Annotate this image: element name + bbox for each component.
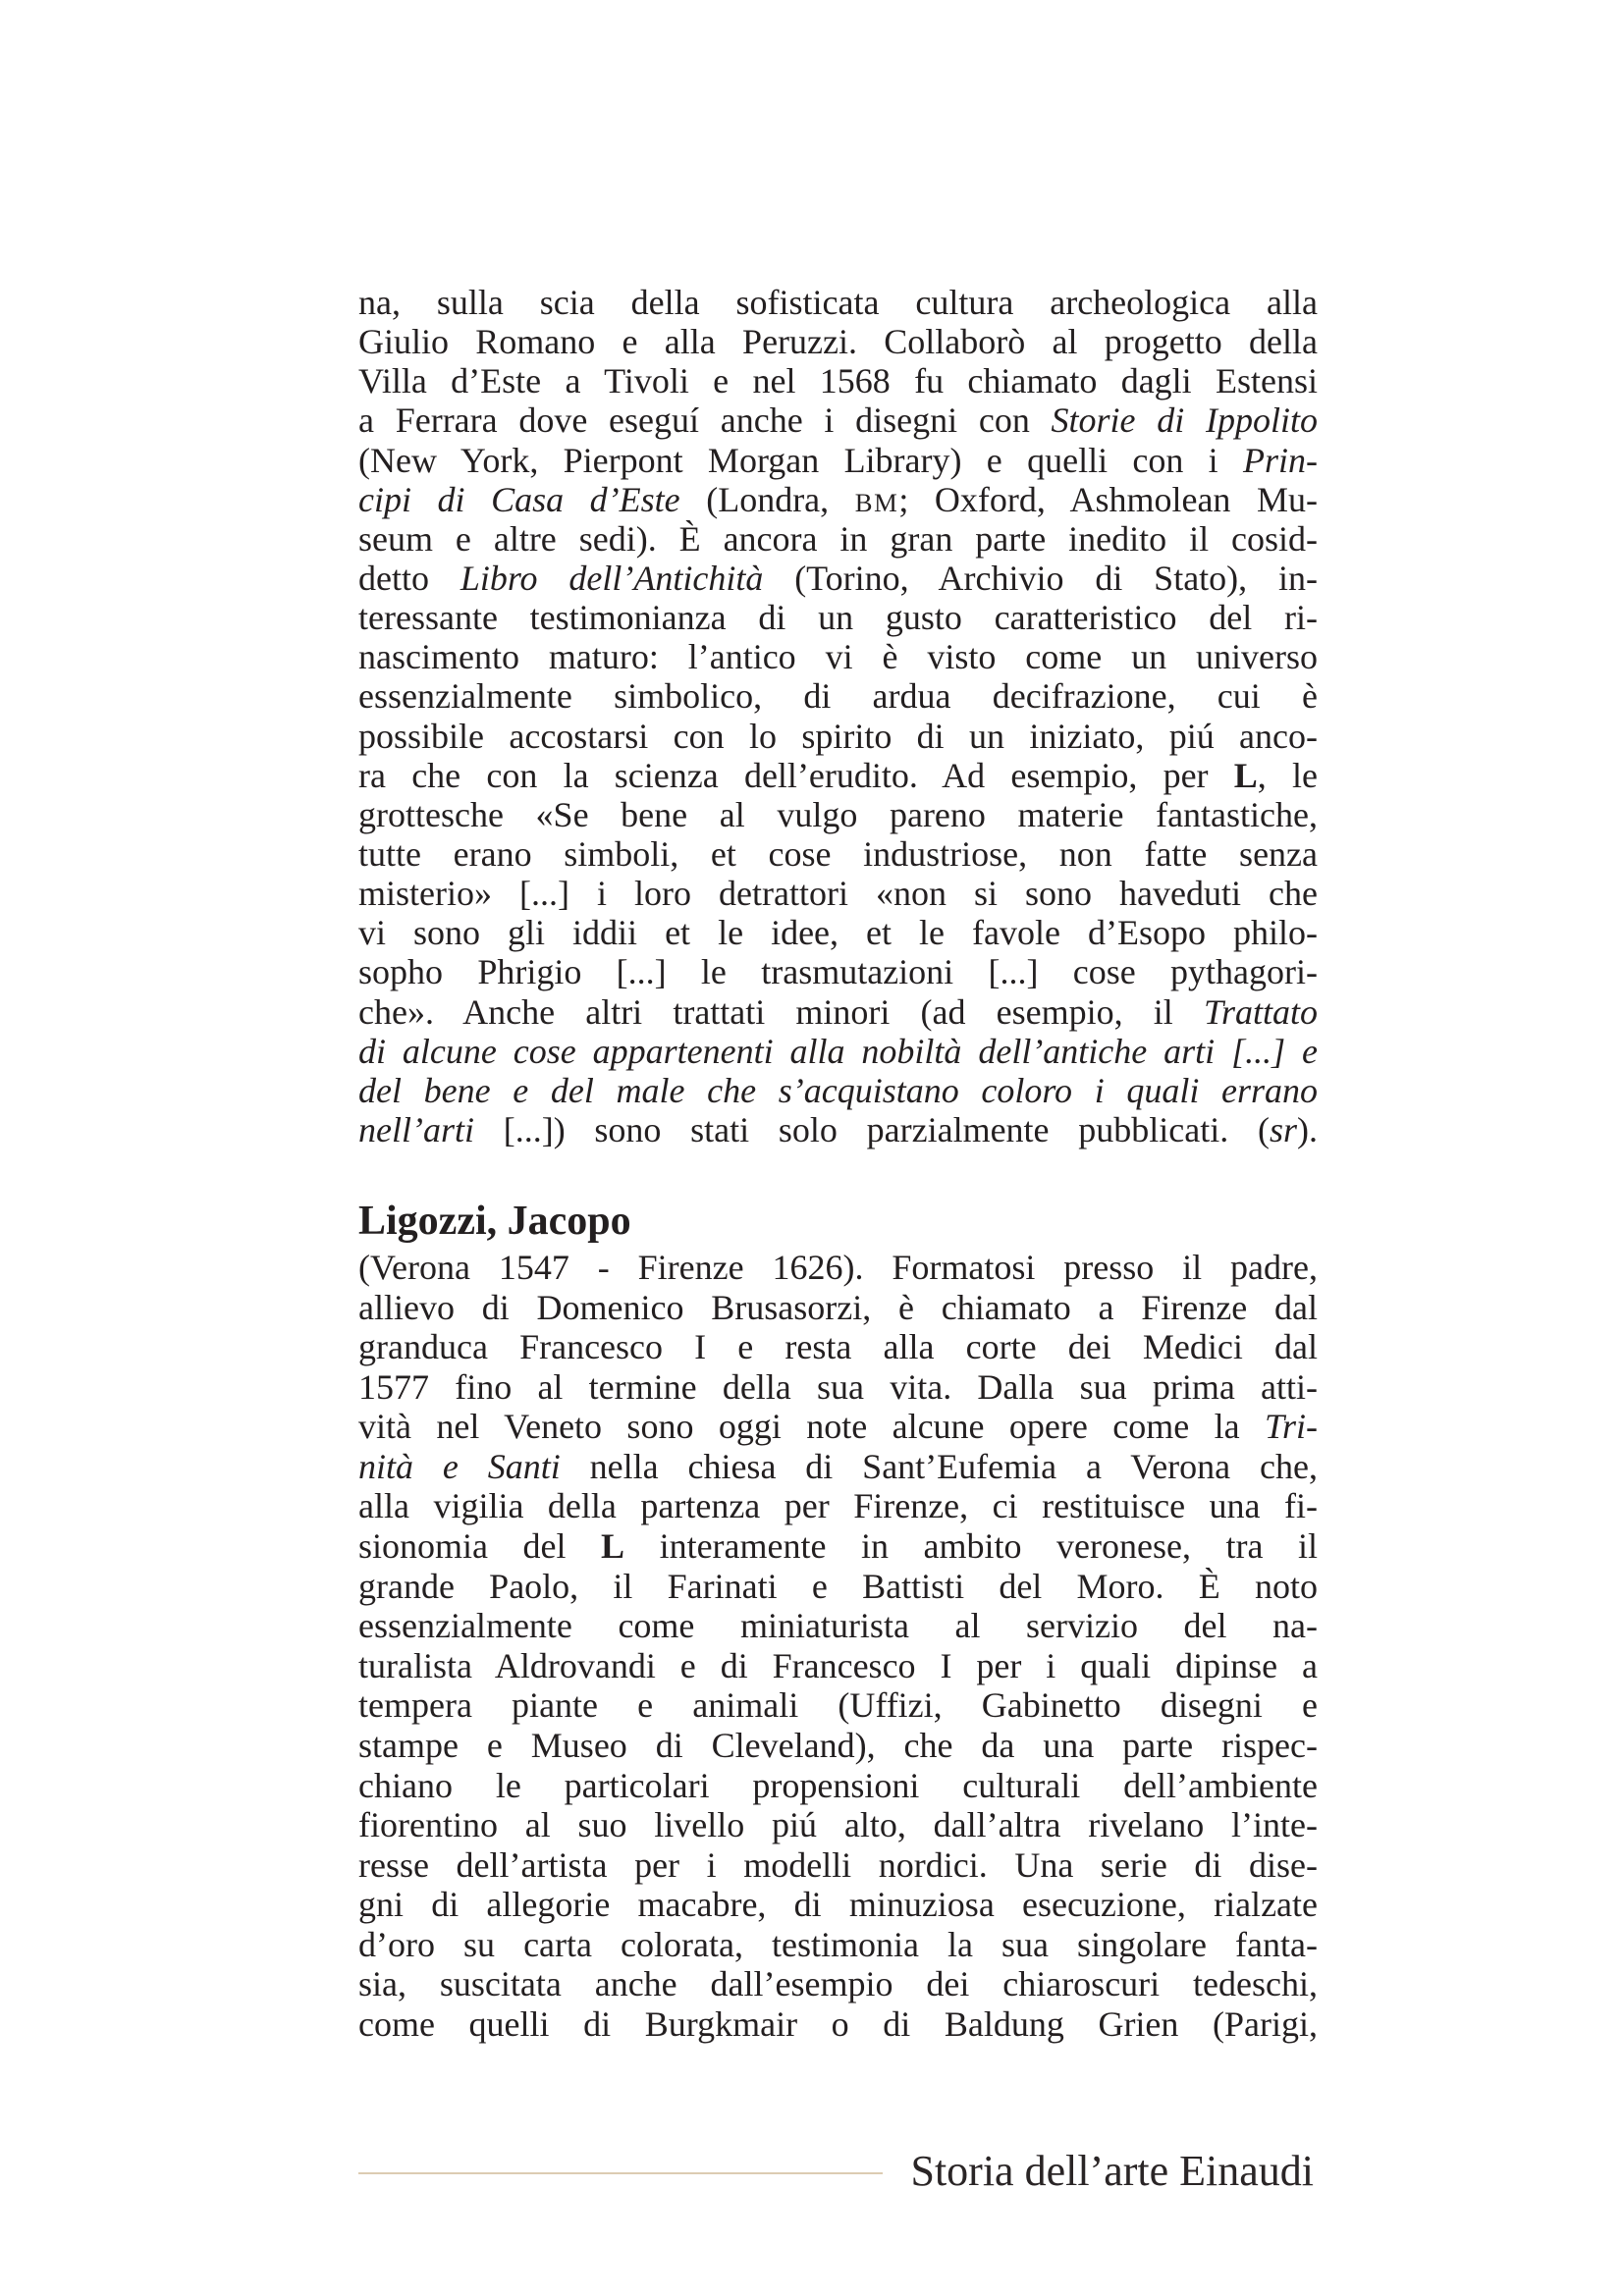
text-line <box>358 1032 1318 1071</box>
text-line <box>358 1685 1318 1726</box>
text-run: L <box>1233 755 1258 795</box>
text-run: nella chiesa di Sant’Eufemia a Verona che, <box>560 1446 1318 1486</box>
text-run: possibile accostarsi con lo spirito di un iniziato, piú anco- <box>358 716 1318 756</box>
text-line <box>358 1407 1318 1447</box>
text-run: (Verona 1547 - Firenze 1626). Formatosi presso il padre, <box>358 1248 1318 1287</box>
text-line <box>358 913 1318 952</box>
text-run: teressante testimonianza di un gusto caratteristico del ri- <box>358 598 1318 638</box>
text-line <box>358 283 1318 322</box>
text-line <box>358 1885 1318 1925</box>
text-line <box>358 441 1318 480</box>
entry-heading: Ligozzi, Jacopo <box>358 1199 631 1244</box>
text-run: grottesche «Se bene al vulgo pareno materie fantastiche, <box>358 794 1318 834</box>
text-line <box>358 1110 1318 1149</box>
text-line <box>358 1726 1318 1766</box>
text-line <box>358 1248 1318 1288</box>
text-line <box>358 1486 1318 1526</box>
text-run: chiano le particolari propensioni culturali dell’ambiente <box>358 1765 1318 1805</box>
text-line <box>358 2004 1318 2045</box>
text-run: Storie di Ippolito <box>1051 400 1318 441</box>
text-run: nità e Santi <box>358 1446 561 1486</box>
text-run: nascimento maturo: l’antico vi è visto come un universo <box>358 637 1318 677</box>
entry-paragraph <box>358 1248 1318 2045</box>
text-line <box>358 834 1318 874</box>
text-run: sionomia del <box>358 1526 602 1567</box>
text-run: allievo di Domenico Brusasorzi, è chiamato a Firenze dal <box>358 1287 1318 1327</box>
text-line <box>358 1367 1318 1408</box>
text-line <box>358 1606 1318 1646</box>
text-line <box>358 1925 1318 1965</box>
text-line <box>358 1327 1318 1367</box>
text-line <box>358 519 1318 559</box>
text-line <box>358 676 1318 716</box>
text-line <box>358 1805 1318 1845</box>
text-run: misterio» [...] i loro detrattori «non si sono haveduti che <box>358 874 1318 914</box>
text-run: (New York, Pierpont Morgan Library) e quelli con i <box>358 440 1243 480</box>
text-run: fiorentino al suo livello piú alto, dall’altra rivelano l’inte- <box>358 1805 1318 1845</box>
text-line <box>358 1646 1318 1686</box>
text-line <box>358 874 1318 913</box>
text-run: (Londra, <box>679 479 855 519</box>
text-run: Giulio Romano e alla Peruzzi. Collaborò al progetto della <box>358 322 1318 362</box>
text-line <box>358 1964 1318 2004</box>
text-line <box>358 1766 1318 1806</box>
footer-rule <box>358 2172 883 2174</box>
text-line <box>358 1845 1318 1886</box>
text-line <box>358 598 1318 637</box>
text-line <box>358 1567 1318 1607</box>
text-run: [...]) sono stati solo parzialmente pubblicati. ( <box>473 1109 1270 1149</box>
text-run: Libro dell’Antichità <box>460 558 764 598</box>
text-run: a Ferrara dove eseguí anche i disegni con <box>358 400 1052 441</box>
text-run: detto <box>358 558 460 598</box>
text-run: grande Paolo, il Farinati e Battisti del Moro. È noto <box>358 1566 1318 1606</box>
text-run: essenzialmente come miniaturista al servizio del na- <box>358 1606 1318 1646</box>
text-line <box>358 756 1318 795</box>
text-run: stampe e Museo di Cleveland), che da una parte rispec- <box>358 1725 1318 1765</box>
text-line <box>358 795 1318 834</box>
text-line <box>358 1526 1318 1567</box>
text-line <box>358 952 1318 991</box>
text-run: Tri- <box>1264 1407 1318 1447</box>
text-line <box>358 1288 1318 1328</box>
text-run: resse dell’artista per i modelli nordici. Una serie di dise- <box>358 1844 1318 1885</box>
text-run: na, sulla scia della sofisticata cultura archeologica alla <box>358 283 1318 322</box>
text-run: Villa d’Este a Tivoli e nel 1568 fu chiamato dagli Estensi <box>358 361 1318 401</box>
text-line <box>358 1071 1318 1110</box>
text-run: , le <box>1257 755 1318 795</box>
text-run: interamente in ambito veronese, tra il <box>624 1526 1318 1567</box>
text-run: come quelli di Burgkmair o di Baldung Grien (Parigi, <box>358 2003 1318 2044</box>
text-run: del bene e del male che s’acquistano coloro i quali errano <box>358 1070 1318 1110</box>
text-run: seum e altre sedi). È ancora in gran parte inedito il cosid- <box>358 518 1318 559</box>
text-run: 1577 fino al termine della sua vita. Dalla sua prima atti- <box>358 1366 1318 1407</box>
footer-title: Storia dell’arte Einaudi <box>910 2147 1314 2195</box>
text-run: sopho Phrigio [...] le trasmutazioni [...] cose pythagori- <box>358 952 1318 992</box>
text-line <box>358 637 1318 676</box>
text-run: turalista Aldrovandi e di Francesco I per i quali dipinse a <box>358 1645 1318 1685</box>
text-run: alla vigilia della partenza per Firenze, ci restituisce una fi- <box>358 1486 1318 1526</box>
continuation-paragraph <box>358 283 1318 1149</box>
text-run: vi sono gli iddii et le idee, et le favole d’Esopo philo- <box>358 913 1318 953</box>
text-run: gni di allegorie macabre, di minuziosa esecuzione, rialzate <box>358 1885 1318 1925</box>
text-line <box>358 717 1318 756</box>
text-run: granduca Francesco I e resta alla corte dei Medici dal <box>358 1327 1318 1367</box>
text-line <box>358 361 1318 400</box>
text-run: essenzialmente simbolico, di ardua decifrazione, cui è <box>358 676 1318 717</box>
text-run: ra che con la scienza dell’erudito. Ad esempio, per <box>358 755 1234 795</box>
text-run: sia, suscitata anche dall’esempio dei chiaroscuri tedeschi, <box>358 1964 1318 2004</box>
text-line <box>358 992 1318 1032</box>
text-line <box>358 400 1318 440</box>
text-line <box>358 322 1318 361</box>
text-run: tempera piante e animali (Uffizi, Gabinetto disegni e <box>358 1685 1318 1726</box>
text-run: cipi di Casa d’Este <box>358 479 680 519</box>
text-run: ; Oxford, Ashmolean Mu- <box>898 479 1318 519</box>
text-run: Trattato <box>1203 991 1318 1032</box>
text-line <box>358 1447 1318 1487</box>
text-run: di alcune cose appartenenti alla nobiltà dell’antiche arti [...] e <box>358 1031 1318 1071</box>
text-run: ). <box>1297 1109 1318 1149</box>
text-run: che». Anche altri trattati minori (ad esempio, il <box>358 991 1204 1032</box>
text-line <box>358 559 1318 598</box>
text-run: d’oro su carta colorata, testimonia la sua singolare fanta- <box>358 1924 1318 1964</box>
text-run: (Torino, Archivio di Stato), in- <box>763 558 1318 598</box>
text-run: Prin- <box>1243 440 1318 480</box>
text-run: vità nel Veneto sono oggi note alcune opere come la <box>358 1407 1265 1447</box>
text-run: L <box>601 1526 625 1567</box>
text-line <box>358 480 1318 519</box>
text-run: tutte erano simboli, et cose industriose, non fatte senza <box>358 833 1318 874</box>
text-run: BM <box>854 487 899 517</box>
text-run: nell’arti <box>358 1109 474 1149</box>
text-run: sr <box>1269 1109 1297 1149</box>
